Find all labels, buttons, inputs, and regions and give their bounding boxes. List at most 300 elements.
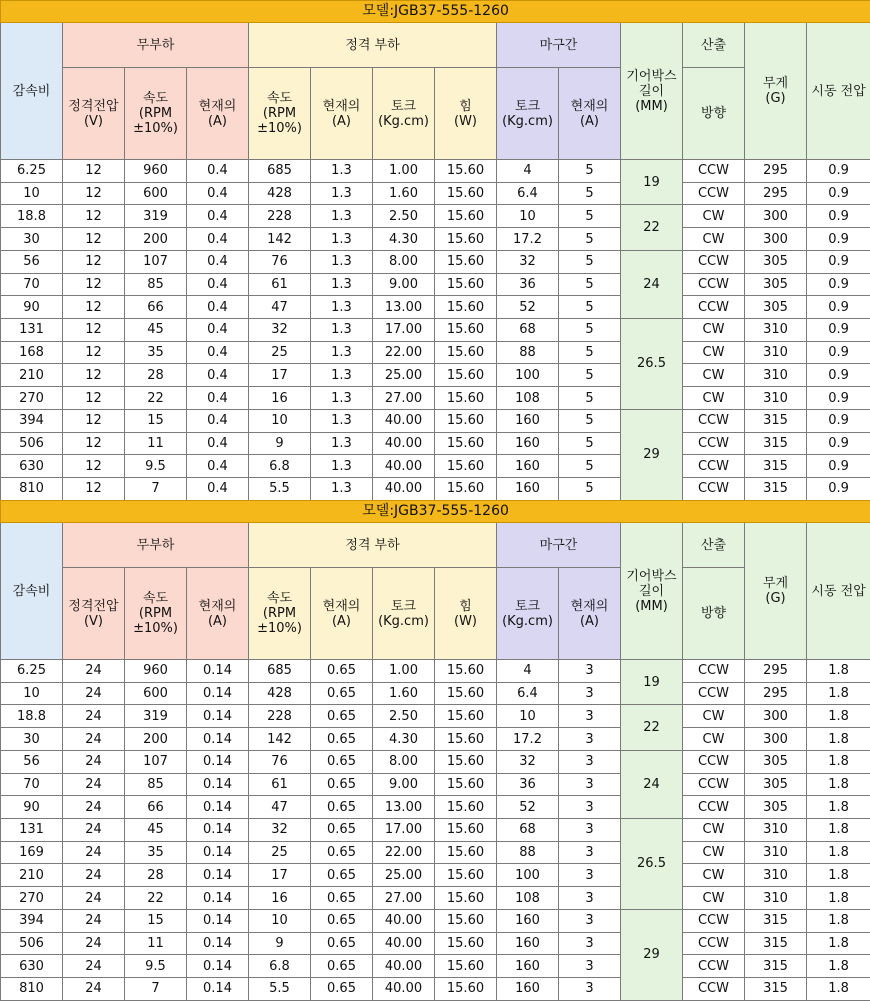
cell-noload-speed: 66 <box>125 796 187 819</box>
cell-noload-current: 0.4 <box>187 319 249 342</box>
cell-rated-current: 0.65 <box>311 887 373 910</box>
cell-gearbox-length: 29 <box>621 409 683 500</box>
cell-ratio: 394 <box>1 409 63 432</box>
cell-stall-torque: 160 <box>497 932 559 955</box>
cell-output-direction: CCW <box>683 978 745 1001</box>
header-line: (G) <box>745 591 806 606</box>
header-line: 현재의 <box>311 99 372 114</box>
header-line: ±10%) <box>249 121 310 136</box>
cell-weight: 305 <box>745 250 807 273</box>
table-row <box>1 273 870 296</box>
table-row <box>1 455 870 478</box>
cell-start-voltage: 0.9 <box>807 364 870 387</box>
cell-rated-torque: 13.00 <box>373 796 435 819</box>
cell-rated-voltage: 12 <box>63 228 125 251</box>
header-line: (Kg.cm) <box>497 614 558 629</box>
cell-output-direction: CCW <box>683 296 745 319</box>
cell-stall-torque: 17.2 <box>497 728 559 751</box>
cell-output-direction: CCW <box>683 773 745 796</box>
cell-rated-power: 15.60 <box>435 978 497 1001</box>
cell-rated-power: 15.60 <box>435 887 497 910</box>
cell-output-direction: CCW <box>683 455 745 478</box>
header-line: (Kg.cm) <box>373 614 434 629</box>
header-start-voltage: 시동 전압 <box>807 23 870 160</box>
cell-start-voltage: 0.9 <box>807 182 870 205</box>
table-row <box>1 364 870 387</box>
cell-rated-voltage: 24 <box>63 955 125 978</box>
table-row <box>1 478 870 501</box>
cell-stall-torque: 4 <box>497 660 559 683</box>
header-rated-load: 정격 부하 <box>249 523 497 568</box>
cell-output-direction: CCW <box>683 796 745 819</box>
cell-weight: 310 <box>745 819 807 842</box>
cell-weight: 305 <box>745 773 807 796</box>
header-stall: 마구간 <box>497 23 621 68</box>
header-line: 토크 <box>373 99 434 114</box>
cell-weight: 315 <box>745 478 807 501</box>
cell-noload-speed: 35 <box>125 341 187 364</box>
cell-noload-current: 0.4 <box>187 273 249 296</box>
header-line: 속도 <box>249 91 310 106</box>
cell-start-voltage: 1.8 <box>807 978 870 1001</box>
table-row <box>1 682 870 705</box>
cell-rated-power: 15.60 <box>435 819 497 842</box>
cell-rated-current: 0.65 <box>311 819 373 842</box>
cell-stall-current: 3 <box>559 705 621 728</box>
cell-start-voltage: 0.9 <box>807 160 870 183</box>
cell-rated-current: 1.3 <box>311 182 373 205</box>
table-row <box>1 705 870 728</box>
cell-ratio: 131 <box>1 819 63 842</box>
cell-output-direction: CCW <box>683 182 745 205</box>
cell-rated-speed: 9 <box>249 432 311 455</box>
cell-rated-speed: 428 <box>249 682 311 705</box>
cell-noload-speed: 22 <box>125 887 187 910</box>
cell-weight: 295 <box>745 160 807 183</box>
cell-output-direction: CW <box>683 364 745 387</box>
cell-start-voltage: 1.8 <box>807 773 870 796</box>
cell-ratio: 30 <box>1 728 63 751</box>
cell-rated-torque: 4.30 <box>373 728 435 751</box>
cell-ratio: 810 <box>1 978 63 1001</box>
cell-output-direction: CCW <box>683 660 745 683</box>
table-row <box>1 205 870 228</box>
header-rated-voltage <box>63 568 125 660</box>
cell-noload-current: 0.4 <box>187 250 249 273</box>
header-line: 무게 <box>745 576 806 591</box>
cell-rated-voltage: 24 <box>63 864 125 887</box>
cell-noload-speed: 960 <box>125 160 187 183</box>
cell-rated-torque: 8.00 <box>373 750 435 773</box>
header-line: 현재의 <box>559 599 620 614</box>
cell-rated-speed: 25 <box>249 841 311 864</box>
cell-rated-power: 15.60 <box>435 182 497 205</box>
cell-rated-power: 15.60 <box>435 341 497 364</box>
cell-rated-speed: 685 <box>249 160 311 183</box>
cell-noload-current: 0.14 <box>187 750 249 773</box>
cell-rated-speed: 47 <box>249 296 311 319</box>
header-line: (A) <box>559 614 620 629</box>
cell-weight: 310 <box>745 841 807 864</box>
cell-rated-current: 1.3 <box>311 341 373 364</box>
cell-rated-power: 15.60 <box>435 319 497 342</box>
cell-start-voltage: 0.9 <box>807 228 870 251</box>
cell-stall-current: 3 <box>559 932 621 955</box>
cell-noload-current: 0.14 <box>187 728 249 751</box>
cell-output-direction: CCW <box>683 432 745 455</box>
cell-rated-speed: 17 <box>249 364 311 387</box>
header-line: (A) <box>187 114 248 129</box>
cell-ratio: 6.25 <box>1 160 63 183</box>
cell-rated-torque: 27.00 <box>373 887 435 910</box>
header-noload-current <box>187 568 249 660</box>
cell-gearbox-length: 19 <box>621 160 683 205</box>
cell-rated-voltage: 12 <box>63 432 125 455</box>
cell-start-voltage: 1.8 <box>807 841 870 864</box>
cell-rated-current: 0.65 <box>311 705 373 728</box>
cell-rated-power: 15.60 <box>435 455 497 478</box>
cell-rated-current: 1.3 <box>311 432 373 455</box>
header-line: 속도 <box>125 91 186 106</box>
cell-rated-speed: 6.8 <box>249 455 311 478</box>
cell-start-voltage: 1.8 <box>807 750 870 773</box>
cell-noload-current: 0.4 <box>187 228 249 251</box>
cell-noload-current: 0.14 <box>187 909 249 932</box>
cell-start-voltage: 1.8 <box>807 705 870 728</box>
cell-ratio: 169 <box>1 841 63 864</box>
cell-stall-current: 5 <box>559 364 621 387</box>
cell-ratio: 630 <box>1 455 63 478</box>
cell-noload-current: 0.4 <box>187 409 249 432</box>
cell-weight: 315 <box>745 955 807 978</box>
cell-ratio: 270 <box>1 387 63 410</box>
header-line: 기어박스 <box>621 69 682 84</box>
cell-rated-power: 15.60 <box>435 273 497 296</box>
cell-gearbox-length: 19 <box>621 660 683 705</box>
table-row <box>1 660 870 683</box>
table-row <box>1 796 870 819</box>
header-row-2 <box>1 68 870 160</box>
header-line: ±10%) <box>125 621 186 636</box>
cell-rated-power: 15.60 <box>435 432 497 455</box>
title-row <box>1 501 870 523</box>
cell-stall-torque: 10 <box>497 205 559 228</box>
cell-stall-current: 5 <box>559 296 621 319</box>
cell-rated-speed: 47 <box>249 796 311 819</box>
cell-rated-voltage: 12 <box>63 182 125 205</box>
cell-stall-current: 3 <box>559 819 621 842</box>
cell-output-direction: CCW <box>683 932 745 955</box>
header-line: (RPM <box>249 106 310 121</box>
cell-noload-speed: 85 <box>125 773 187 796</box>
cell-rated-torque: 22.00 <box>373 841 435 864</box>
cell-rated-torque: 1.60 <box>373 182 435 205</box>
cell-noload-speed: 9.5 <box>125 955 187 978</box>
cell-ratio: 168 <box>1 341 63 364</box>
cell-rated-power: 15.60 <box>435 796 497 819</box>
table-row <box>1 955 870 978</box>
header-line: 토크 <box>497 99 558 114</box>
header-line: 현재의 <box>559 99 620 114</box>
header-line: (A) <box>311 614 372 629</box>
cell-rated-voltage: 12 <box>63 250 125 273</box>
cell-ratio: 810 <box>1 478 63 501</box>
cell-start-voltage: 0.9 <box>807 387 870 410</box>
header-noload-speed <box>125 68 187 160</box>
cell-rated-speed: 76 <box>249 750 311 773</box>
cell-noload-current: 0.14 <box>187 887 249 910</box>
cell-rated-torque: 40.00 <box>373 955 435 978</box>
cell-gearbox-length: 26.5 <box>621 819 683 910</box>
table-row <box>1 728 870 751</box>
cell-weight: 295 <box>745 660 807 683</box>
cell-rated-power: 15.60 <box>435 660 497 683</box>
header-ratio: 감속비 <box>1 23 63 160</box>
header-line: 힘 <box>435 599 496 614</box>
cell-output-direction: CCW <box>683 250 745 273</box>
cell-start-voltage: 1.8 <box>807 819 870 842</box>
cell-noload-current: 0.4 <box>187 432 249 455</box>
cell-ratio: 18.8 <box>1 705 63 728</box>
cell-stall-torque: 32 <box>497 750 559 773</box>
cell-stall-current: 5 <box>559 341 621 364</box>
cell-ratio: 131 <box>1 319 63 342</box>
cell-rated-torque: 40.00 <box>373 409 435 432</box>
cell-rated-voltage: 12 <box>63 409 125 432</box>
cell-output-direction: CW <box>683 319 745 342</box>
cell-stall-torque: 100 <box>497 864 559 887</box>
cell-rated-power: 15.60 <box>435 909 497 932</box>
cell-rated-voltage: 24 <box>63 773 125 796</box>
cell-start-voltage: 1.8 <box>807 864 870 887</box>
cell-rated-current: 1.3 <box>311 160 373 183</box>
header-line: 토크 <box>497 599 558 614</box>
header-line: 정격전압 <box>63 99 124 114</box>
table-row <box>1 841 870 864</box>
cell-noload-current: 0.14 <box>187 819 249 842</box>
cell-noload-current: 0.4 <box>187 478 249 501</box>
cell-rated-current: 0.65 <box>311 773 373 796</box>
header-rated-current <box>311 568 373 660</box>
cell-weight: 315 <box>745 978 807 1001</box>
cell-noload-speed: 7 <box>125 478 187 501</box>
table-row <box>1 182 870 205</box>
cell-rated-power: 15.60 <box>435 750 497 773</box>
cell-weight: 305 <box>745 296 807 319</box>
cell-weight: 315 <box>745 409 807 432</box>
cell-stall-torque: 52 <box>497 796 559 819</box>
cell-rated-voltage: 24 <box>63 682 125 705</box>
cell-rated-torque: 40.00 <box>373 478 435 501</box>
header-noload-current <box>187 68 249 160</box>
cell-stall-torque: 36 <box>497 773 559 796</box>
table-row <box>1 432 870 455</box>
cell-ratio: 10 <box>1 182 63 205</box>
cell-stall-current: 3 <box>559 796 621 819</box>
cell-stall-torque: 160 <box>497 478 559 501</box>
header-line: (RPM <box>125 606 186 621</box>
cell-rated-current: 1.3 <box>311 250 373 273</box>
cell-start-voltage: 0.9 <box>807 205 870 228</box>
cell-ratio: 90 <box>1 296 63 319</box>
cell-rated-current: 0.65 <box>311 682 373 705</box>
cell-rated-voltage: 12 <box>63 205 125 228</box>
cell-stall-torque: 10 <box>497 705 559 728</box>
header-line: (Kg.cm) <box>497 114 558 129</box>
cell-stall-current: 5 <box>559 228 621 251</box>
cell-rated-speed: 76 <box>249 250 311 273</box>
header-line: 정격전압 <box>63 599 124 614</box>
cell-noload-speed: 319 <box>125 205 187 228</box>
header-line: ±10%) <box>249 621 310 636</box>
header-stall-torque <box>497 68 559 160</box>
cell-noload-speed: 85 <box>125 273 187 296</box>
header-weight <box>745 523 807 660</box>
cell-stall-torque: 68 <box>497 819 559 842</box>
header-rated-load: 정격 부하 <box>249 23 497 68</box>
cell-noload-speed: 15 <box>125 909 187 932</box>
cell-noload-speed: 35 <box>125 841 187 864</box>
cell-rated-current: 1.3 <box>311 455 373 478</box>
cell-stall-current: 3 <box>559 728 621 751</box>
cell-rated-speed: 17 <box>249 864 311 887</box>
cell-rated-voltage: 12 <box>63 319 125 342</box>
cell-rated-power: 15.60 <box>435 296 497 319</box>
spec-table-12v <box>0 0 870 500</box>
table-row <box>1 819 870 842</box>
model-title: 모델:JGB37-555-1260 <box>1 501 870 523</box>
cell-rated-speed: 16 <box>249 387 311 410</box>
cell-output-direction: CCW <box>683 909 745 932</box>
cell-rated-voltage: 24 <box>63 819 125 842</box>
cell-output-direction: CCW <box>683 750 745 773</box>
cell-rated-voltage: 24 <box>63 932 125 955</box>
header-line: 현재의 <box>187 599 248 614</box>
cell-stall-current: 5 <box>559 319 621 342</box>
cell-noload-current: 0.4 <box>187 364 249 387</box>
cell-rated-voltage: 12 <box>63 273 125 296</box>
cell-rated-power: 15.60 <box>435 773 497 796</box>
cell-stall-current: 5 <box>559 387 621 410</box>
cell-noload-current: 0.4 <box>187 182 249 205</box>
cell-noload-speed: 200 <box>125 228 187 251</box>
cell-rated-torque: 9.00 <box>373 773 435 796</box>
cell-noload-current: 0.14 <box>187 955 249 978</box>
cell-noload-speed: 600 <box>125 182 187 205</box>
cell-weight: 310 <box>745 864 807 887</box>
cell-start-voltage: 1.8 <box>807 909 870 932</box>
cell-rated-power: 15.60 <box>435 841 497 864</box>
cell-rated-power: 15.60 <box>435 205 497 228</box>
header-line: (W) <box>435 114 496 129</box>
cell-noload-speed: 107 <box>125 250 187 273</box>
cell-rated-torque: 2.50 <box>373 705 435 728</box>
cell-weight: 300 <box>745 728 807 751</box>
cell-rated-current: 1.3 <box>311 364 373 387</box>
header-stall-current <box>559 68 621 160</box>
cell-rated-voltage: 24 <box>63 978 125 1001</box>
cell-stall-torque: 6.4 <box>497 682 559 705</box>
table-row <box>1 228 870 251</box>
header-line: 무게 <box>745 76 806 91</box>
cell-stall-torque: 108 <box>497 387 559 410</box>
cell-rated-speed: 61 <box>249 273 311 296</box>
cell-rated-speed: 5.5 <box>249 478 311 501</box>
cell-start-voltage: 0.9 <box>807 319 870 342</box>
table-row <box>1 932 870 955</box>
cell-rated-speed: 9 <box>249 932 311 955</box>
cell-noload-speed: 28 <box>125 864 187 887</box>
cell-gearbox-length: 24 <box>621 250 683 318</box>
cell-rated-torque: 1.00 <box>373 160 435 183</box>
cell-output-direction: CCW <box>683 160 745 183</box>
header-rated-current <box>311 68 373 160</box>
cell-rated-torque: 17.00 <box>373 319 435 342</box>
cell-stall-torque: 160 <box>497 455 559 478</box>
cell-noload-speed: 9.5 <box>125 455 187 478</box>
cell-stall-current: 3 <box>559 750 621 773</box>
cell-weight: 315 <box>745 432 807 455</box>
cell-noload-speed: 960 <box>125 660 187 683</box>
table-row <box>1 909 870 932</box>
cell-weight: 310 <box>745 319 807 342</box>
cell-noload-current: 0.14 <box>187 773 249 796</box>
cell-output-direction: CW <box>683 819 745 842</box>
cell-rated-torque: 25.00 <box>373 364 435 387</box>
cell-output-direction: CCW <box>683 682 745 705</box>
cell-start-voltage: 1.8 <box>807 728 870 751</box>
cell-stall-torque: 88 <box>497 341 559 364</box>
cell-output-direction: CW <box>683 887 745 910</box>
cell-weight: 295 <box>745 182 807 205</box>
cell-rated-speed: 10 <box>249 909 311 932</box>
cell-ratio: 394 <box>1 909 63 932</box>
header-line: 길이 <box>621 84 682 99</box>
cell-ratio: 30 <box>1 228 63 251</box>
cell-start-voltage: 0.9 <box>807 296 870 319</box>
cell-rated-speed: 142 <box>249 728 311 751</box>
cell-noload-current: 0.14 <box>187 841 249 864</box>
cell-start-voltage: 0.9 <box>807 478 870 501</box>
cell-output-direction: CW <box>683 728 745 751</box>
cell-noload-current: 0.14 <box>187 864 249 887</box>
cell-rated-power: 15.60 <box>435 705 497 728</box>
cell-rated-torque: 1.60 <box>373 682 435 705</box>
cell-rated-power: 15.60 <box>435 955 497 978</box>
cell-weight: 315 <box>745 932 807 955</box>
cell-rated-torque: 13.00 <box>373 296 435 319</box>
header-rated-voltage <box>63 68 125 160</box>
cell-noload-current: 0.14 <box>187 660 249 683</box>
cell-noload-speed: 7 <box>125 978 187 1001</box>
header-line: (A) <box>187 614 248 629</box>
cell-weight: 300 <box>745 228 807 251</box>
cell-ratio: 56 <box>1 250 63 273</box>
cell-rated-current: 0.65 <box>311 841 373 864</box>
header-start-voltage: 시동 전압 <box>807 523 870 660</box>
cell-output-direction: CCW <box>683 273 745 296</box>
cell-rated-current: 1.3 <box>311 319 373 342</box>
cell-noload-speed: 11 <box>125 932 187 955</box>
header-line: 현재의 <box>311 599 372 614</box>
cell-ratio: 10 <box>1 682 63 705</box>
cell-noload-speed: 600 <box>125 682 187 705</box>
cell-noload-current: 0.4 <box>187 455 249 478</box>
header-line: 속도 <box>249 591 310 606</box>
header-line: 속도 <box>125 591 186 606</box>
cell-rated-torque: 4.30 <box>373 228 435 251</box>
cell-weight: 310 <box>745 341 807 364</box>
